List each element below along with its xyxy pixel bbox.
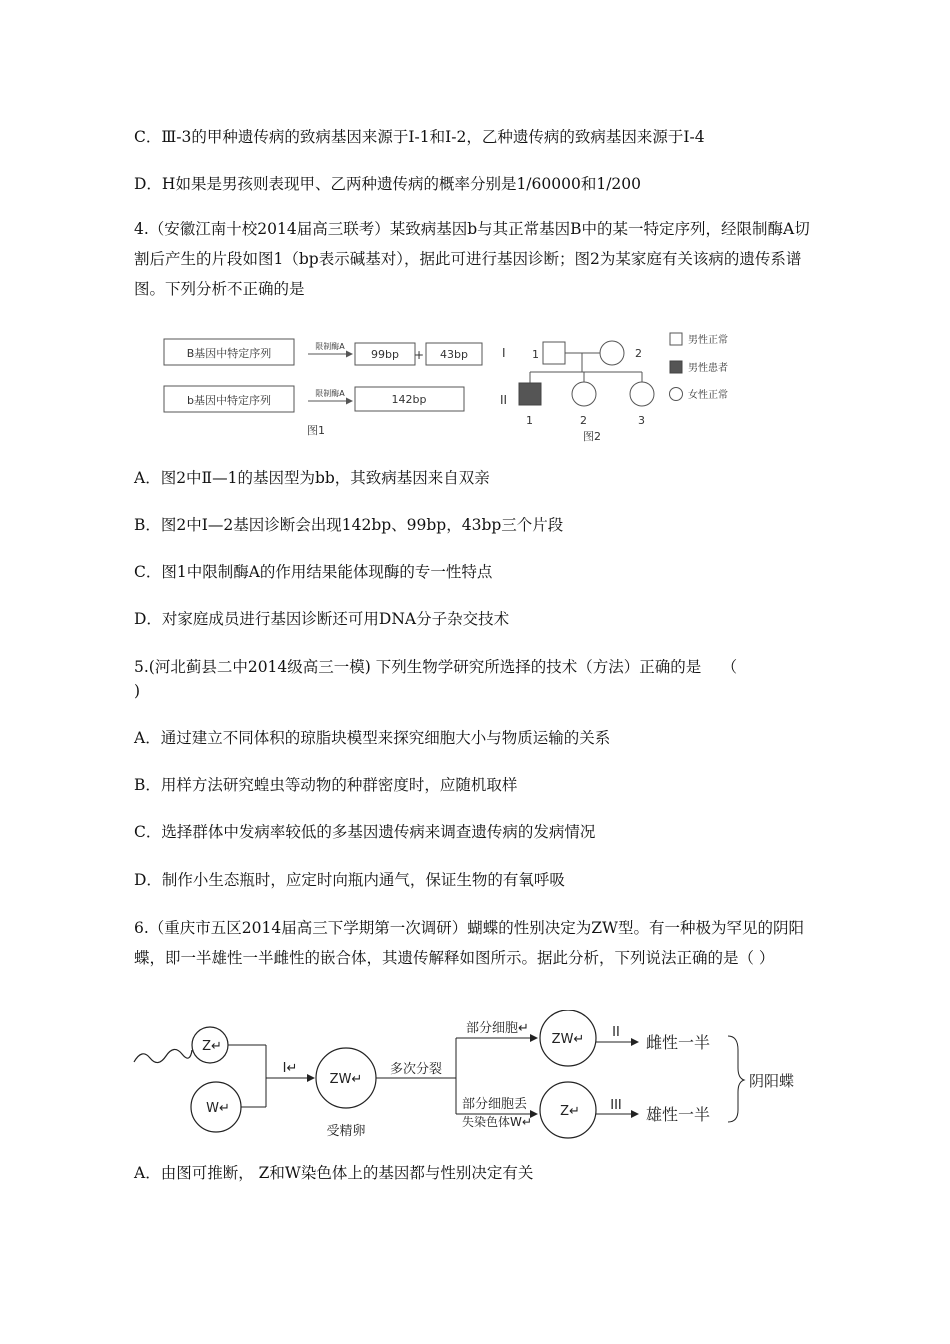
- q3-option-c: C．Ⅲ-3的甲种遗传病的致病基因来源于Ⅰ-1和Ⅰ-2，乙种遗传病的致病基因来源于Ⅰ-4: [134, 128, 705, 146]
- fragment-142-label: 142bp: [391, 393, 427, 406]
- box-B-sequence-label: B基因中特定序列: [186, 347, 272, 360]
- legend-male-normal-label: 男性正常: [688, 335, 728, 346]
- step-III-label: III: [610, 1098, 622, 1113]
- q5-option-a: A．通过建立不同体积的琼脂块模型来探究细胞大小与物质运输的关系: [134, 729, 611, 747]
- q3-option-d: D．H如果是男孩则表现甲、乙两种遗传病的概率分别是1/60000和1/200: [134, 175, 642, 193]
- II1-male-affected: [519, 383, 541, 405]
- legend-female-normal-icon: [670, 388, 683, 401]
- figure-1: [164, 339, 482, 437]
- zygote-caption: 受精卵: [326, 1124, 366, 1139]
- figure-2: [500, 333, 728, 443]
- fragment-99-label: 99bp: [371, 348, 399, 361]
- branch-bottom-label-1: 部分细胞丢: [462, 1097, 528, 1112]
- branch-bottom-label-2: 失染色体W↵: [462, 1115, 532, 1129]
- II1-number: 1: [526, 414, 533, 427]
- q4-option-c: C．图1中限制酶A的作用结果能体现酶的专一性特点: [134, 563, 493, 581]
- result-male-half: 雄性一半: [646, 1105, 711, 1124]
- q6-option-a: A．由图可推断， Z和W染色体上的基因都与性别决定有关: [134, 1164, 534, 1182]
- box-b-sequence-label: b基因中特定序列: [187, 394, 271, 407]
- cell-ZW-top-label: ZW↵: [551, 1032, 585, 1047]
- q4-figure: [160, 326, 780, 448]
- II3-number: 3: [638, 414, 645, 427]
- legend-male-normal-icon: [670, 333, 682, 345]
- q5-stem-line1: 5.(河北蓟县二中2014级高三一模) 下列生物学研究所选择的技术（方法）正确的是 （: [134, 658, 738, 676]
- zygote-label: ZW↵: [329, 1072, 363, 1087]
- egg-W-label: W↵: [206, 1101, 230, 1116]
- q5-option-c: C．选择群体中发病率较低的多基因遗传病来调查遗传病的发病情况: [134, 823, 596, 841]
- q4-option-a: A．图2中Ⅱ—1的基因型为bb，其致病基因来自双亲: [134, 469, 490, 487]
- enzyme-label-bottom: 限制酶A: [315, 389, 345, 398]
- step-I-label: I↵: [282, 1061, 298, 1076]
- division-label: 多次分裂: [389, 1062, 443, 1077]
- I1-male-normal: [543, 342, 565, 364]
- q4-option-b: B．图2中Ⅰ—2基因诊断会出现142bp、99bp，43bp三个片段: [134, 516, 564, 534]
- q4-option-d: D．对家庭成员进行基因诊断还可用DNA分子杂交技术: [134, 610, 510, 628]
- q4-stem: 4.（安徽江南十校2014届高三联考）某致病基因b与其正常基因B中的某一特定序列，经限制酶A切割后产生的片段如图1（bp表示碱基对），据此可进行基因诊断；图2为某家庭有关该病的遗传系谱图。下列分析不正确的是: [134, 220, 810, 298]
- branch-top-label: 部分细胞↵: [466, 1021, 529, 1036]
- sperm-Z-label: Z↵: [202, 1039, 222, 1054]
- I2-female-normal: [600, 341, 624, 365]
- legend-male-affected-icon: [670, 361, 682, 373]
- II2-female-normal: [572, 382, 596, 406]
- q6-figure: [132, 1010, 812, 1140]
- q5-option-b: B．用样方法研究蝗虫等动物的种群密度时，应随机取样: [134, 776, 518, 794]
- q6-stem: 6.（重庆市五区2014届高三下学期第一次调研）蝴蝶的性别决定为ZW型。有一种极为罕见的阴阳蝶，即一半雄性一半雌性的嵌合体，其遗传解释如图所示。据此分析，下列说法正确的是（ ）: [134, 919, 804, 967]
- generation-II-label: II: [500, 393, 508, 407]
- step-II-label: II: [612, 1025, 620, 1040]
- plus-sign: +: [413, 348, 425, 362]
- I2-number: 2: [635, 347, 642, 360]
- q5-stem-line2: ): [134, 682, 141, 700]
- II3-female-normal: [630, 382, 654, 406]
- result-brace: [728, 1036, 744, 1122]
- enzyme-label-top: 限制酶A: [315, 342, 345, 351]
- legend-male-affected-label: 男性患者: [688, 363, 728, 374]
- cell-Z-bottom-label: Z↵: [560, 1104, 580, 1119]
- figure-1-caption: 图1: [307, 424, 325, 437]
- generation-I-label: I: [502, 346, 506, 360]
- q5-option-d: D．制作小生态瓶时，应定时向瓶内通气，保证生物的有氧呼吸: [134, 871, 565, 889]
- fragment-43-label: 43bp: [440, 348, 468, 361]
- result-gynandromorph: 阴阳蝶: [749, 1072, 795, 1090]
- result-female-half: 雌性一半: [646, 1033, 711, 1052]
- legend-female-normal-label: 女性正常: [688, 390, 728, 401]
- I1-number: 1: [532, 348, 539, 361]
- sperm-tail: [134, 1049, 192, 1062]
- figure-2-caption: 图2: [583, 430, 601, 443]
- II2-number: 2: [580, 414, 587, 427]
